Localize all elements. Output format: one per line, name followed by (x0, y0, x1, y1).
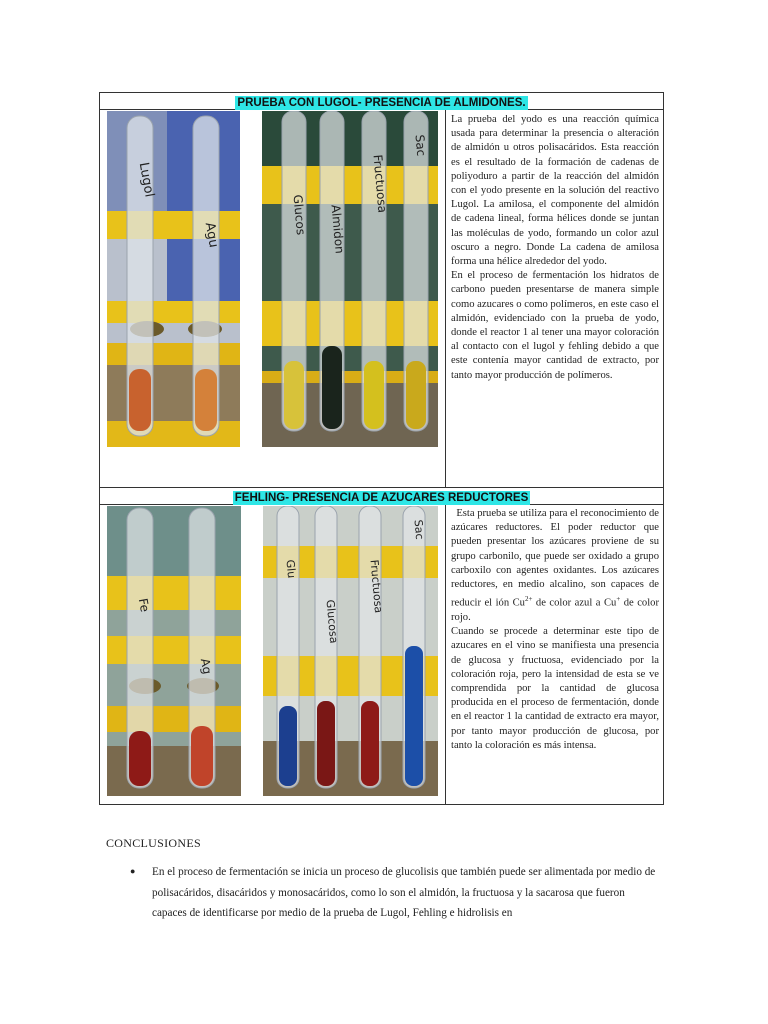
fehling-header: FEHLING- PRESENCIA DE AZUCARES REDUCTORES (234, 492, 529, 504)
lugol-photo1-label-1: Lugol (135, 161, 157, 199)
bullet-icon: ● (130, 866, 136, 876)
fehling-photo2-label-1: Glu (283, 559, 299, 579)
lugol-photo-1 (107, 111, 240, 447)
lugol-header: PRUEBA CON LUGOL- PRESENCIA DE ALMIDONES. (237, 97, 526, 109)
lugol-photo-2 (262, 111, 438, 447)
lugol-paragraph-1: La prueba del yodo es una reacción química usada para determinar la presencia o alteración de almidón u otros polisacáridos. Esta reacción es el resultado de la formación de cadenas de poliyoduro a partir de la reacción del almidón con el yodo presente en la solución del reactivo Lugol. La amilosa, el componente del almidón de cadena lineal, forma hélices donde se juntan las moléculas de yodo, formando un color azul oscuro a negro. Donde La cadena de amilosa forma una hélice alrededor del yodo. (451, 114, 659, 268)
conclusions-title: CONCLUSIONES (106, 836, 201, 850)
column-divider-bottom (445, 505, 446, 805)
fehling-paragraph-1 (451, 507, 659, 625)
fehling-photo2-label-3: Fructuosa (367, 559, 386, 614)
fehling-description (451, 507, 659, 753)
fehling-sup-1: 2+ (524, 595, 533, 604)
fehling-photo-1 (107, 506, 241, 796)
lugol-photo2-label-1: Glucos (290, 194, 308, 236)
fehling-p1-after: de color rojo. (451, 597, 659, 623)
lugol-header-row (100, 93, 663, 110)
fehling-sup-2: + (616, 595, 621, 604)
column-divider-top (445, 110, 446, 487)
fehling-photo1-label-1: Fe (135, 597, 152, 614)
results-table (99, 92, 664, 805)
fehling-p1-before: Esta prueba se utiliza para el reconocimiento de azúcares reductores. El poder reductor que pueden presentar los azúcares proviene de su grupo carbonilo, que puede ser oxidado a grupo carboxilo con agentes oxidantes. Los azúcares reductores, en medio alcalino, son capaces de reducir el ión Cu (451, 508, 659, 609)
lugol-photo2-label-2: Almidon (328, 204, 347, 255)
fehling-photo1-label-2: Ag (197, 657, 215, 676)
fehling-photo2-label-2: Glucosa (323, 599, 341, 644)
fehling-p1-mid: de color azul a Cu (532, 597, 617, 609)
lugol-description (451, 113, 659, 383)
fehling-paragraph-2: Cuando se procede a determinar este tipo de azucares en el vino se manifiesta una presencia de glucosa y fructuosa, evidenciado por la coloración roja, pero la intensidad de esta se ve comprendida por la cantidad de glucosa producida en el proceso de fermentación, donde en el reactor 1 la cantidad de extracto era mayor, por tanto mayor producción de glucosa, por tanto la coloración es más intensa. (451, 626, 659, 751)
fehling-header-row (100, 488, 663, 505)
lugol-paragraph-2: En el proceso de fermentación los hidratos de carbono pueden presentarse de manera simple como azucares o como polímeros, en este caso el almidón, evidenciado con la prueba de yodo, donde el reactor 1 al tener una mayor coloración al contacto con el lugol y fehling debido a que este contenía mayor cantidad de extracto, por tanto mayor producción de polímeros. (451, 270, 659, 381)
fehling-photo2-label-4: Sac (411, 519, 427, 540)
fehling-photo-2 (263, 506, 438, 796)
conclusion-bullet-text: En el proceso de fermentación se inicia un proceso de glucolisis que también puede ser alimentada por medio de polisacáridos, disacáridos y monosacáridos, como lo son el almidón, la fructuosa y la sacarosa que fueron capaces de identificarse por medio de la prueba de Lugol, Fehling e hidrolisis en (152, 866, 656, 919)
lugol-photo1-label-2: Agu (201, 221, 221, 249)
lugol-photo2-label-4: Sac (412, 134, 429, 157)
lugol-photo2-label-3: Fructuosa (370, 154, 390, 214)
